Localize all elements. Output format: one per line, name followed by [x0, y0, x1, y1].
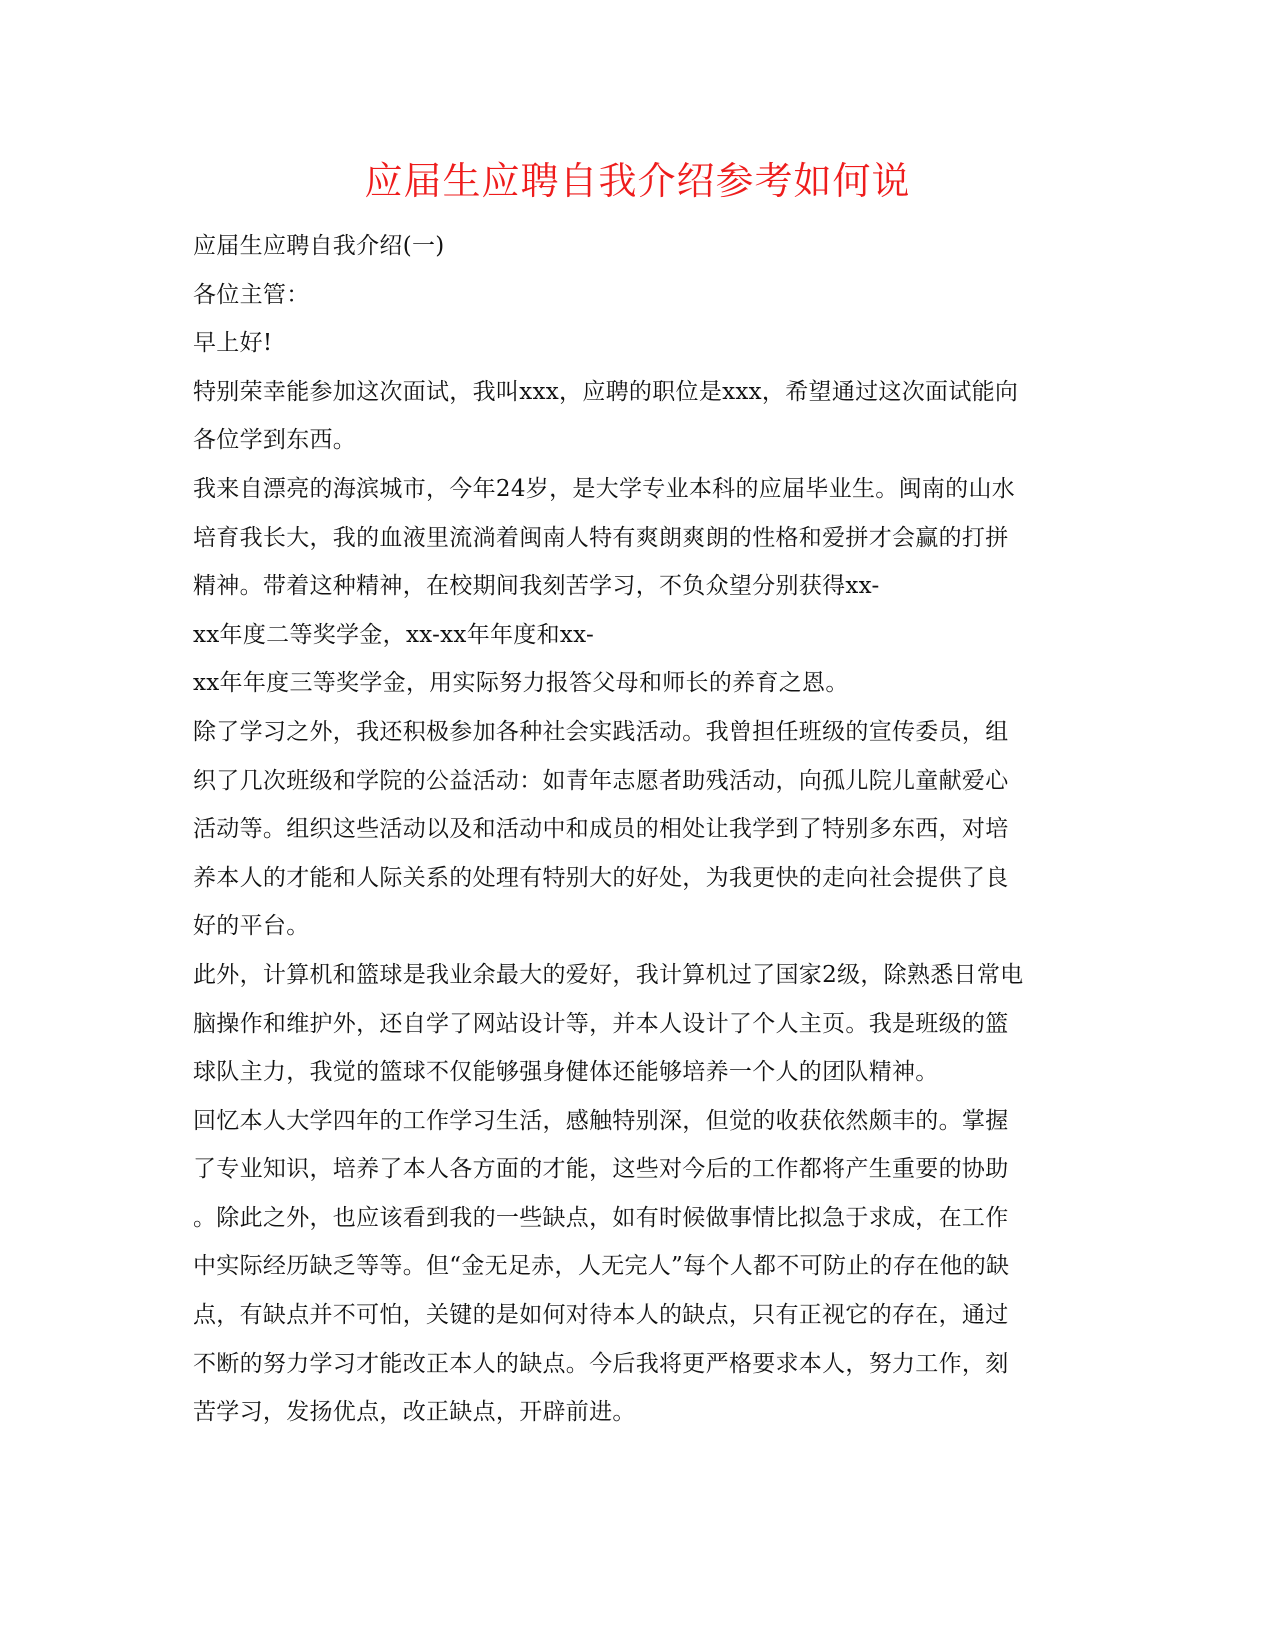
text-line: 回忆本人大学四年的工作学习生活，感触特别深，但觉的收获依然颇丰的。掌握	[193, 1107, 1009, 1134]
text-line: 培育我长大，我的血液里流淌着闽南人特有爽朗爽朗的性格和爱拼才会赢的打拼	[193, 524, 1009, 551]
text-line: 好的平台。	[193, 913, 310, 940]
text-line: xx年度二等奖学金，xx-xx年年度和xx-	[193, 621, 595, 648]
text-line: 点，有缺点并不可怕，关键的是如何对待本人的缺点，只有正视它的存在，通过	[193, 1302, 1009, 1329]
text-line: 。除此之外，也应该看到我的一些缺点，如有时候做事情比拟急于求成，在工作	[193, 1204, 1009, 1231]
text-line: 球队主力，我觉的篮球不仅能够强身健体还能够培养一个人的团队精神。	[193, 1059, 939, 1086]
document-body	[193, 222, 1083, 1437]
text-line: 不断的努力学习才能改正本人的缺点。今后我将更严格要求本人，努力工作，刻	[193, 1350, 1009, 1377]
text-line: 了专业知识，培养了本人各方面的才能，这些对今后的工作都将产生重要的协助	[193, 1156, 1009, 1183]
text-line: 精神。带着这种精神，在校期间我刻苦学习，不负众望分别获得xx-	[193, 573, 880, 600]
text-line: 织了几次班级和学院的公益活动：如青年志愿者助残活动，向孤儿院儿童献爱心	[193, 767, 1009, 794]
text-line: 脑操作和维护外，还自学了网站设计等，并本人设计了个人主页。我是班级的篮	[193, 1010, 1009, 1037]
text-line: 各位学到东西。	[193, 427, 357, 454]
text-line: xx年年度三等奖学金，用实际努力报答父母和师长的养育之恩。	[193, 670, 849, 697]
text-line: 苦学习，发扬优点，改正缺点，开辟前进。	[193, 1399, 636, 1426]
text-line: 除了学习之外，我还积极参加各种社会实践活动。我曾担任班级的宣传委员，组	[193, 718, 1009, 745]
text-line: 活动等。组织这些活动以及和活动中和成员的相处让我学到了特别多东西，对培	[193, 816, 1009, 843]
text-line: 中实际经历缺乏等等。但“金无足赤，人无完人”每个人都不可防止的存在他的缺	[193, 1253, 1010, 1280]
text-line: 此外，计算机和篮球是我业余最大的爱好，我计算机过了国家2级，除熟悉日常电	[193, 961, 1024, 988]
text-line: 各位主管：	[193, 281, 310, 308]
document-title: 应届生应聘自我介绍参考如何说	[364, 159, 911, 203]
text-line: 我来自漂亮的海滨城市，今年24岁，是大学专业本科的应届毕业生。闽南的山水	[193, 475, 1016, 502]
text-line: 早上好!	[193, 330, 273, 357]
text-line: 特别荣幸能参加这次面试，我叫xxx，应聘的职位是xxx，希望通过这次面试能向	[193, 378, 1019, 405]
text-line: 养本人的才能和人际关系的处理有特别大的好处，为我更快的走向社会提供了良	[193, 864, 1009, 891]
text-line: 应届生应聘自我介绍(一)	[193, 233, 445, 259]
